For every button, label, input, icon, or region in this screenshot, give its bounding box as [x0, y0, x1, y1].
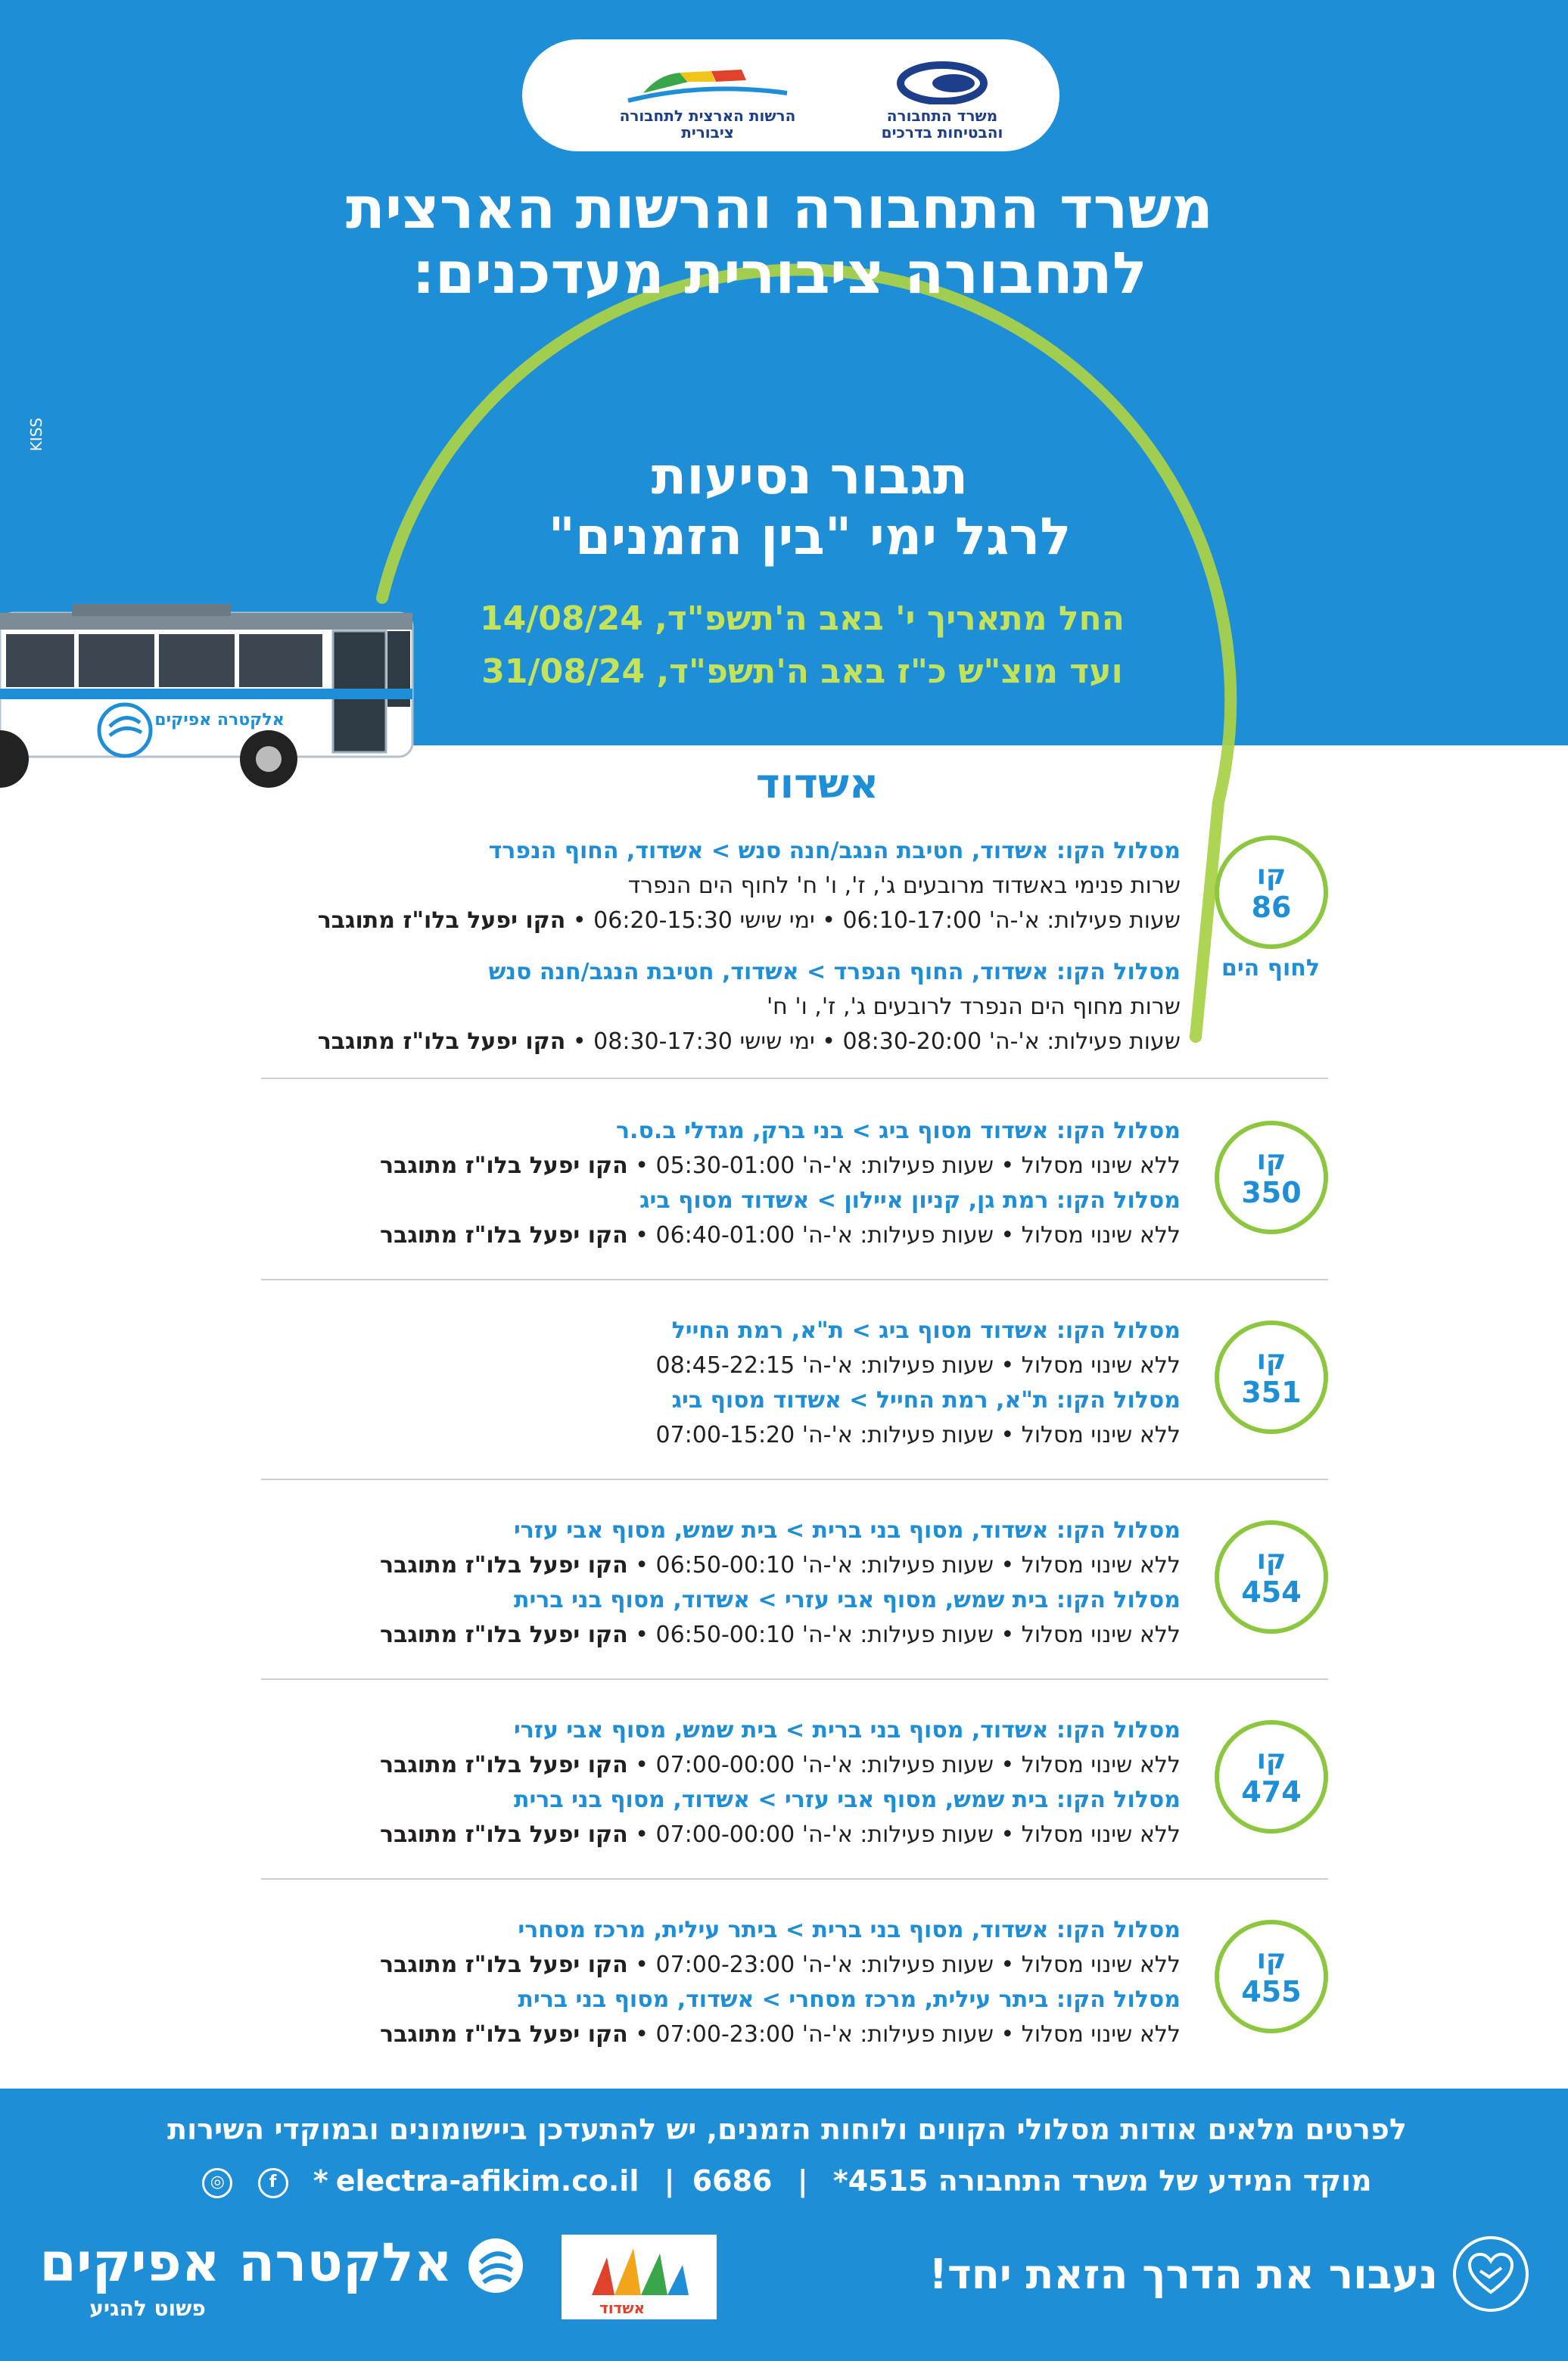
info-line	[265, 904, 1181, 938]
info-text: ללא שינוי מסלול • שעות פעילות: א'-ה' 07:00-00:00 •	[627, 1821, 1181, 1848]
line-badge-350	[1215, 1121, 1328, 1234]
info-line: שרות מחוף הים הנפרד לרובעים ג', ז', ו' ח'	[766, 994, 1181, 1020]
info-line: שרות פנימי באשדוד מרובעים ג', ז', ו' ח' לחוף הים הנפרד	[627, 873, 1181, 899]
route-line: מסלול הקו: בית שמש, מסוף אבי עזרי > אשדוד, מסוף בני ברית	[513, 1587, 1181, 1613]
enhanced-schedule-note: הקו יפעל בלו"ז מתוגבר	[380, 1153, 628, 1179]
route-line: מסלול הקו: אשדוד, מסוף בני ברית > בית שמש, מסוף אבי עזרי	[513, 1517, 1181, 1544]
slogan-text: נעבור את הדרך הזאת יחד!	[929, 2250, 1438, 2298]
line-badge-86	[1215, 835, 1328, 949]
main-title-line2: לתחבורה ציבורית מעדכנים:	[412, 239, 1147, 306]
route-line: מסלול הקו: אשדוד, מסוף בני ברית > בית שמש, מסוף אבי עזרי	[513, 1717, 1181, 1744]
info-line	[265, 2017, 1181, 2052]
info-text: ללא שינוי מסלול • שעות פעילות: א'-ה' 07:00-00:00 •	[627, 1752, 1181, 1778]
info-text: ללא שינוי מסלול • שעות פעילות: א'-ה' 05:30-01:00 •	[627, 1153, 1181, 1179]
line-section-350	[261, 1118, 1328, 1270]
nta-logo-mark	[613, 59, 802, 104]
enhanced-schedule-note: הקו יפעל בלו"ז מתוגבר	[380, 1622, 628, 1648]
enhanced-schedule-note: הקו יפעל בלו"ז מתוגבר	[317, 1028, 566, 1055]
info-text: שעות פעילות: א'-ה' 06:10-17:00 • ימי שישי 06:20-15:30 •	[565, 907, 1181, 934]
info-text: ללא שינוי מסלול • שעות פעילות: א'-ה' 07:00-23:00 •	[627, 2021, 1181, 2048]
enhanced-schedule-note: הקו יפעל בלו"ז מתוגבר	[380, 2021, 628, 2048]
subtitle-line2: לרגל ימי "בין הזמנים"	[548, 507, 1072, 567]
line-details-351	[265, 1314, 1181, 1453]
separator: |	[664, 2164, 675, 2198]
info-text: ללא שינוי מסלול • שעות פעילות: א'-ה' 06:50-00:10 •	[627, 1552, 1181, 1579]
main-title	[288, 176, 1271, 306]
info-text: ללא שינוי מסלול • שעות פעילות: א'-ה' 06:50-00:10 •	[627, 1622, 1181, 1648]
line-badge-label: קו	[1256, 1145, 1286, 1176]
route-line: מסלול הקו: אשדוד, חטיבת הנגב/חנה סנש > אשדוד, החוף הנפרד	[488, 838, 1181, 864]
line-number: 455	[1241, 1975, 1302, 2008]
line-section-454	[261, 1518, 1328, 1669]
line-details-455	[265, 1913, 1181, 2052]
facebook-icon[interactable]: f	[258, 2168, 288, 2198]
footer-info-text: לפרטים מלאים אודות מסלולי הקווים ולוחות הזמנים, יש להתעדכן ביישומונים ובמוקדי השירות	[167, 2113, 1407, 2146]
ashdod-city-logo	[562, 2235, 717, 2319]
subtitle	[469, 446, 1150, 568]
separator: |	[797, 2164, 808, 2198]
info-line	[265, 1548, 1181, 1583]
website-link[interactable]: electra-afikim.co.il	[335, 2164, 639, 2198]
info-line	[265, 1818, 1181, 1852]
ashdod-logo-mark	[562, 2235, 717, 2319]
info-text: ללא שינוי מסלול • שעות פעילות: א'-ה' 07:00-23:00 •	[627, 1952, 1181, 1978]
line-section-455	[261, 1918, 1328, 2069]
electra-logo-mark	[465, 2235, 526, 2296]
info-text: שעות פעילות: א'-ה' 08:30-20:00 • ימי שישי 08:30-17:30 •	[565, 1028, 1181, 1055]
route-line: מסלול הקו: רמת גן, קניון איילון > אשדוד מסוף ביג	[639, 1187, 1181, 1214]
route-line: מסלול הקו: ת"א, רמת החייל > אשדוד מסוף ביג	[671, 1387, 1181, 1414]
route-line: מסלול הקו: אשדוד מסוף ביג > ת"א, רמת החייל	[671, 1317, 1181, 1344]
instagram-icon[interactable]: ◎	[202, 2168, 232, 2198]
bus-illustration	[0, 598, 431, 795]
date-start: החל מתאריך י' באב ה'תשפ"ד, 14/08/24	[480, 599, 1125, 638]
line-number: 454	[1241, 1576, 1302, 1609]
line-number: 351	[1241, 1376, 1302, 1409]
electra-logo-tagline: פשוט להגיע	[89, 2296, 206, 2321]
section-divider	[261, 1678, 1328, 1680]
mot-logo	[870, 61, 1014, 142]
line-badge-label: קו	[1256, 1744, 1286, 1775]
info-line	[265, 1748, 1181, 1783]
date-end: ועד מוצ"ש כ"ז באב ה'תשפ"ד, 31/08/24	[481, 652, 1123, 691]
enhanced-schedule-note: הקו יפעל בלו"ז מתוגבר	[380, 1821, 628, 1848]
city-title: אשדוד	[755, 760, 879, 807]
route-line: מסלול הקו: אשדוד, מסוף בני ברית > ביתר עילית, מרכז מסחרי	[518, 1917, 1181, 1943]
route-line: מסלול הקו: אשדוד מסוף ביג > בני ברק, מגדלי ב.ס.ר	[615, 1118, 1181, 1144]
electra-logo-name: אלקטרה אפיקים	[39, 2232, 453, 2294]
enhanced-schedule-note: הקו יפעל בלו"ז מתוגבר	[380, 1552, 628, 1579]
info-line: ללא שינוי מסלול • שעות פעילות: א'-ה' 07:00-15:20	[655, 1422, 1181, 1448]
mot-logo-mark	[870, 61, 1014, 104]
logo-pill	[522, 39, 1059, 151]
line-number: 86	[1251, 891, 1292, 924]
line-badge-label: קו	[1256, 1345, 1286, 1376]
nta-logo	[613, 59, 802, 142]
line-section-474	[261, 1718, 1328, 1869]
mot-logo-text: משרד התחבורה והבטיחות בדרכים	[881, 107, 1003, 142]
section-divider	[261, 1479, 1328, 1480]
section-divider	[261, 1279, 1328, 1280]
footer-contact-line	[91, 2164, 1483, 2198]
line-badge-label: קו	[1256, 860, 1286, 891]
line-badge-455	[1215, 1920, 1328, 2033]
line-section-86	[261, 835, 1328, 1062]
info-line	[265, 1218, 1181, 1253]
subtitle-line1: תגבור נסיעות	[651, 446, 969, 506]
route-line: מסלול הקו: אשדוד, החוף הנפרד > אשדוד, חטיבת הנגב/חנה סנש	[488, 959, 1181, 985]
bus-brand-text: אלקטרה אפיקים	[154, 711, 285, 729]
enhanced-schedule-note: הקו יפעל בלו"ז מתוגבר	[380, 1752, 628, 1778]
date-range	[424, 593, 1181, 698]
handshake-heart-icon	[1453, 2236, 1529, 2312]
info-text: ללא שינוי מסלול • שעות פעילות: א'-ה' 06:40-01:00 •	[627, 1222, 1181, 1249]
info-line: ללא שינוי מסלול • שעות פעילות: א'-ה' 08:45-22:15	[655, 1352, 1181, 1379]
main-title-line1: משרד התחבורה והרשות הארצית	[345, 174, 1214, 241]
ashdod-logo-text: אשדוד	[599, 2299, 646, 2317]
line-badge-label: קו	[1256, 1944, 1286, 1975]
line-details-86	[265, 834, 1181, 1059]
info-line	[265, 1948, 1181, 1983]
line-badge-subtitle: לחוף הים	[1221, 955, 1321, 981]
enhanced-schedule-note: הקו יפעל בלו"ז מתוגבר	[380, 1952, 628, 1978]
route-line: מסלול הקו: ביתר עילית, מרכז מסחרי > אשדוד, מסוף בני ברית	[518, 1986, 1181, 2013]
hotline-text: מוקד המידע של משרד התחבורה 4515*	[832, 2164, 1372, 2198]
line-badge-454	[1215, 1520, 1328, 1634]
phone-number: 6686*	[313, 2164, 773, 2198]
nta-logo-text: הרשות הארצית לתחבורה ציבורית	[619, 107, 796, 142]
info-line	[265, 1025, 1181, 1059]
side-tag: KISS	[27, 418, 45, 452]
section-divider	[261, 1078, 1328, 1079]
route-line: מסלול הקו: בית שמש, מסוף אבי עזרי > אשדוד, מסוף בני ברית	[513, 1787, 1181, 1813]
info-line	[265, 1618, 1181, 1653]
section-divider	[261, 1878, 1328, 1880]
line-number: 474	[1241, 1775, 1302, 1809]
line-badge-351	[1215, 1320, 1328, 1434]
info-line	[265, 1149, 1181, 1184]
line-details-350	[265, 1114, 1181, 1253]
enhanced-schedule-note: הקו יפעל בלו"ז מתוגבר	[317, 907, 566, 934]
line-details-474	[265, 1713, 1181, 1852]
electra-afikim-logo	[34, 2232, 534, 2331]
enhanced-schedule-note: הקו יפעל בלו"ז מתוגבר	[380, 1222, 628, 1249]
slogan	[908, 2232, 1529, 2316]
line-number: 350	[1241, 1176, 1302, 1209]
line-details-454	[265, 1513, 1181, 1653]
line-badge-label: קו	[1256, 1544, 1286, 1576]
line-section-351	[261, 1318, 1328, 1470]
line-badge-474	[1215, 1720, 1328, 1834]
